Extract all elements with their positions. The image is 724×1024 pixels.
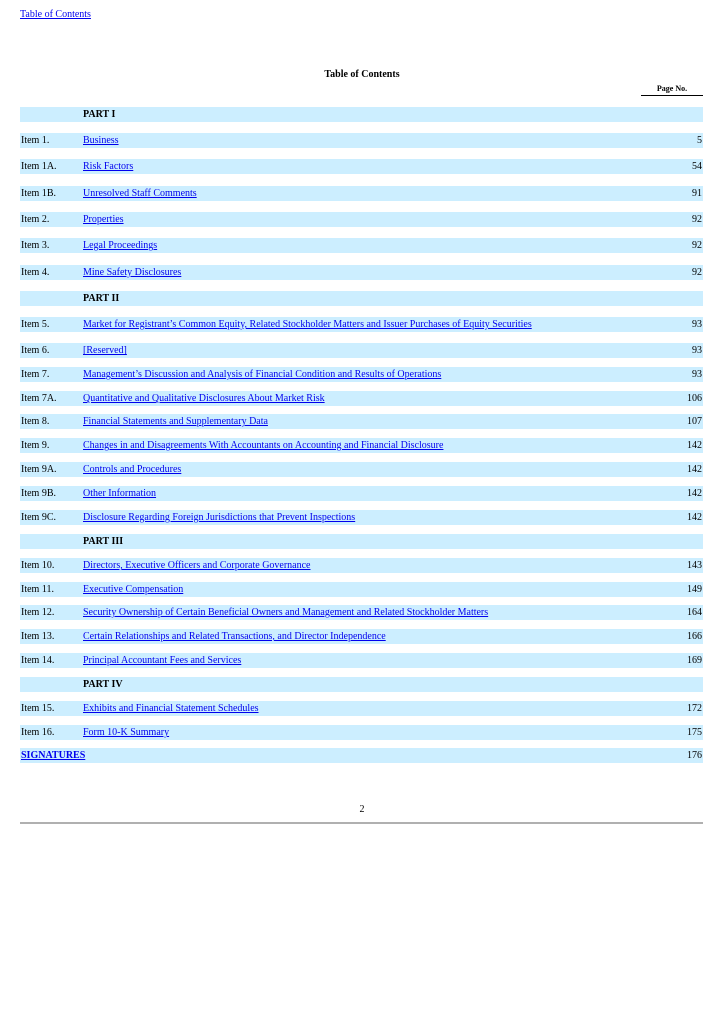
- page-number-cell: 142: [687, 440, 702, 451]
- item-number: Item 14.: [21, 655, 55, 666]
- page-number-cell: 143: [687, 560, 702, 571]
- toc-entry-link[interactable]: Unresolved Staff Comments: [83, 188, 197, 199]
- toc-row: [20, 414, 703, 429]
- part-heading-row: [20, 677, 703, 692]
- toc-entry-link[interactable]: Business: [83, 135, 119, 146]
- item-number: Item 9.: [21, 440, 50, 451]
- page-number-cell: 92: [692, 240, 702, 251]
- item-number: Item 3.: [21, 240, 50, 251]
- item-number: Item 4.: [21, 267, 50, 278]
- toc-entry-link[interactable]: Executive Compensation: [83, 584, 184, 595]
- toc-entry-link[interactable]: Risk Factors: [83, 161, 134, 172]
- toc-row: [20, 133, 703, 148]
- part-heading: PART I: [83, 109, 116, 120]
- page-number-cell: 176: [687, 750, 702, 761]
- item-number: Item 2.: [21, 214, 50, 225]
- page-number-cell: 91: [692, 188, 702, 199]
- item-number: Item 9A.: [21, 464, 57, 475]
- page-title: Table of Contents: [324, 69, 400, 80]
- page-number-cell: 175: [687, 727, 702, 738]
- toc-entry-link[interactable]: Legal Proceedings: [83, 240, 158, 251]
- signatures-row: [20, 748, 703, 763]
- toc-entry-link[interactable]: Directors, Executive Officers and Corporate Governance: [83, 560, 311, 571]
- toc-entry-link[interactable]: Controls and Procedures: [83, 464, 182, 475]
- page-number-cell: 5: [697, 135, 702, 146]
- page-number-cell: 149: [687, 584, 702, 595]
- toc-row: [20, 367, 703, 382]
- toc-entry-link[interactable]: Changes in and Disagreements With Accountants on Accounting and Financial Disclosure: [83, 440, 444, 451]
- item-number: Item 1B.: [21, 188, 56, 199]
- part-heading: PART II: [83, 293, 120, 304]
- item-number: Item 1.: [21, 135, 50, 146]
- toc-row: [20, 701, 703, 716]
- toc-entry-link[interactable]: Management’s Discussion and Analysis of Financial Condition and Results of Operations: [83, 369, 442, 380]
- toc-entry-link[interactable]: Market for Registrant’s Common Equity, Related Stockholder Matters and Issuer Purchases of Equity Securities: [83, 319, 532, 330]
- toc-entry-link[interactable]: Form 10-K Summary: [83, 727, 170, 738]
- page-number-cell: 142: [687, 464, 702, 475]
- item-number: Item 7.: [21, 369, 50, 380]
- item-number: Item 6.: [21, 345, 50, 356]
- toc-row: [20, 438, 703, 453]
- item-number: Item 12.: [21, 607, 55, 618]
- item-number: Item 9C.: [21, 512, 56, 523]
- toc-row: [20, 486, 703, 501]
- toc-entry-link[interactable]: Exhibits and Financial Statement Schedules: [83, 703, 259, 714]
- toc-entry-link[interactable]: Principal Accountant Fees and Services: [83, 655, 242, 666]
- page-number-cell: 142: [687, 488, 702, 499]
- page-number-cell: 164: [687, 607, 702, 618]
- toc-entry-link[interactable]: Security Ownership of Certain Beneficial Owners and Management and Related Stockholder Matters: [83, 607, 489, 618]
- item-number: Item 1A.: [21, 161, 57, 172]
- toc-row: [20, 265, 703, 280]
- page-number-cell: 142: [687, 512, 702, 523]
- toc-row: [20, 159, 703, 174]
- toc-entry-link[interactable]: Properties: [83, 214, 124, 225]
- toc-row: [20, 186, 703, 201]
- item-number: Item 13.: [21, 631, 55, 642]
- page-number-cell: 93: [692, 345, 702, 356]
- page-number-cell: 107: [687, 416, 702, 427]
- part-heading: PART III: [83, 536, 124, 547]
- toc-entry-link[interactable]: Financial Statements and Supplementary Data: [83, 416, 268, 427]
- toc-row: [20, 582, 703, 597]
- toc-row: [20, 317, 703, 332]
- part-heading-row: [20, 534, 703, 549]
- toc-row: [20, 558, 703, 573]
- toc-entry-link[interactable]: [Reserved]: [83, 345, 127, 356]
- toc-row: [20, 391, 703, 406]
- page-no-header: Page No.: [641, 84, 703, 96]
- toc-row: [20, 462, 703, 477]
- page-number: 2: [359, 804, 365, 815]
- toc-entry-link[interactable]: Quantitative and Qualitative Disclosures About Market Risk: [83, 393, 325, 404]
- toc-row: [20, 212, 703, 227]
- toc-entry-link[interactable]: Other Information: [83, 488, 157, 499]
- item-number: Item 15.: [21, 703, 55, 714]
- page-number-cell: 169: [687, 655, 702, 666]
- table-of-contents-link[interactable]: Table of Contents: [20, 9, 91, 20]
- item-number: Item 5.: [21, 319, 50, 330]
- part-heading-row: [20, 291, 703, 306]
- item-number: Item 10.: [21, 560, 55, 571]
- toc-entry-link[interactable]: Disclosure Regarding Foreign Jurisdictions that Prevent Inspections: [83, 512, 356, 523]
- toc-row: [20, 343, 703, 358]
- toc-row: [20, 510, 703, 525]
- toc-entry-link[interactable]: Certain Relationships and Related Transactions, and Director Independence: [83, 631, 386, 642]
- page-number-cell: 172: [687, 703, 702, 714]
- page-number-cell: 93: [692, 319, 702, 330]
- toc-row: [20, 653, 703, 668]
- item-number: Item 16.: [21, 727, 55, 738]
- toc-row: [20, 725, 703, 740]
- page-number-cell: 166: [687, 631, 702, 642]
- footer-divider: [20, 822, 703, 824]
- signatures-link[interactable]: SIGNATURES: [21, 750, 86, 761]
- toc-row: [20, 605, 703, 620]
- part-heading: PART IV: [83, 679, 123, 690]
- toc-row: [20, 629, 703, 644]
- part-heading-row: [20, 107, 703, 122]
- page-number-cell: 92: [692, 214, 702, 225]
- page-number-cell: 93: [692, 369, 702, 380]
- page-number-cell: 54: [692, 161, 702, 172]
- item-number: Item 7A.: [21, 393, 57, 404]
- item-number: Item 8.: [21, 416, 50, 427]
- toc-row: [20, 238, 703, 253]
- item-number: Item 9B.: [21, 488, 56, 499]
- page-number-cell: 106: [687, 393, 702, 404]
- page-number-cell: 92: [692, 267, 702, 278]
- item-number: Item 11.: [21, 584, 54, 595]
- toc-entry-link[interactable]: Mine Safety Disclosures: [83, 267, 182, 278]
